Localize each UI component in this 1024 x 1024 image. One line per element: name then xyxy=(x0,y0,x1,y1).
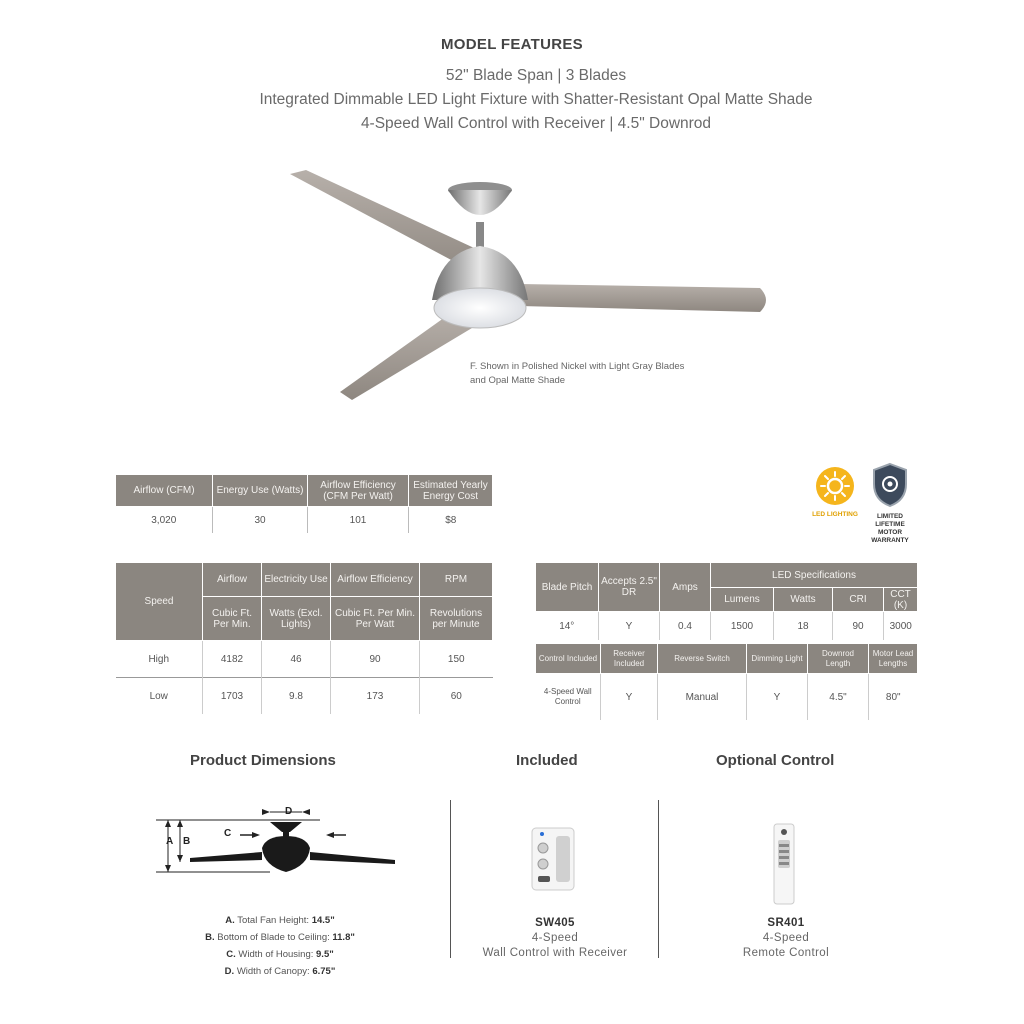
dimension-letter-d: D xyxy=(285,806,293,817)
dimension-letter-b: B xyxy=(183,836,191,847)
included-product-label xyxy=(455,916,655,961)
energy-value-efficiency: 101 xyxy=(308,507,409,534)
electricity-header: Electricity Use xyxy=(262,563,331,597)
included-product-line2: Wall Control with Receiver xyxy=(482,947,628,959)
included-title: Included xyxy=(516,752,578,769)
receiver-included-cell: Y xyxy=(601,674,658,721)
speed-header: Speed xyxy=(116,563,203,641)
efficiency-header: Airflow Efficiency xyxy=(331,563,420,597)
optional-product-code: SR401 xyxy=(767,917,805,929)
fan-canopy xyxy=(448,190,512,215)
cct-header: CCT (K) xyxy=(884,588,918,612)
optional-product-line1: 4-Speed xyxy=(762,932,810,944)
speed-table xyxy=(115,562,493,714)
amps-header: Amps xyxy=(660,563,711,612)
section-divider xyxy=(658,800,659,958)
electricity-cell: 46 xyxy=(262,641,331,678)
lumens-cell: 1500 xyxy=(711,612,774,641)
rpm-cell: 60 xyxy=(420,678,493,715)
accepts-downrod-header: Accepts 2.5" DR xyxy=(599,563,660,612)
list-item: A. Total Fan Height: 14.5" xyxy=(225,915,335,926)
shield-icon xyxy=(871,462,909,508)
watts-header: Watts xyxy=(774,588,833,612)
warranty-badge-label: LIMITED LIFETIME MOTOR WARRANTY xyxy=(871,513,909,544)
list-item: B. Bottom of Blade to Ceiling: 11.8" xyxy=(205,932,355,943)
control-included-header: Control Included xyxy=(536,644,601,674)
wall-control-image xyxy=(530,826,576,892)
page-title: MODEL FEATURES xyxy=(441,36,583,53)
receiver-included-header: Receiver Included xyxy=(601,644,658,674)
control-table xyxy=(535,643,918,720)
led-lighting-badge xyxy=(806,466,864,518)
table-row xyxy=(116,641,493,678)
amps-cell: 0.4 xyxy=(660,612,711,641)
airflow-header: Airflow xyxy=(203,563,262,597)
lumens-header: Lumens xyxy=(711,588,774,612)
fan-light-shade xyxy=(434,288,526,328)
led-specifications-header: LED Specifications xyxy=(711,563,918,588)
table-row xyxy=(536,674,918,721)
list-item: C. Width of Housing: 9.5" xyxy=(226,949,334,960)
reverse-switch-cell: Manual xyxy=(658,674,747,721)
section-divider xyxy=(450,800,451,958)
reverse-switch-header: Reverse Switch xyxy=(658,644,747,674)
energy-value-cost: $8 xyxy=(445,514,457,526)
airflow-cell: 4182 xyxy=(203,641,262,678)
control-included-cell: 4-Speed Wall Control xyxy=(536,674,601,721)
cri-cell: 90 xyxy=(833,612,884,641)
cri-header: CRI xyxy=(833,588,884,612)
motor-lead-header: Motor Lead Lengths xyxy=(869,644,918,674)
included-product-code: SW405 xyxy=(535,917,575,929)
speed-cell: High xyxy=(116,641,203,678)
motor-lead-cell: 80" xyxy=(885,691,901,703)
blade-pitch-cell: 14° xyxy=(536,612,599,641)
table-row xyxy=(536,612,918,641)
downrod-length-header: Downrod Length xyxy=(808,644,869,674)
dimming-light-cell: Y xyxy=(747,674,808,721)
efficiency-subheader: Cubic Ft. Per Min. Per Watt xyxy=(331,597,420,641)
speed-cell: Low xyxy=(116,678,203,715)
led-badge-label: LED LIGHTING xyxy=(812,511,858,518)
rpm-header: RPM xyxy=(420,563,493,597)
image-caption: F. Shown in Polished Nickel with Light Gray Blades and Opal Matte Shade xyxy=(470,361,685,386)
dimming-light-header: Dimming Light xyxy=(747,644,808,674)
energy-header-watts: Energy Use (Watts) xyxy=(213,475,308,507)
dimension-list xyxy=(120,912,440,980)
dimension-letter-a: A xyxy=(166,836,174,847)
feature-line-3: 4-Speed Wall Control with Receiver | 4.5" Downrod xyxy=(360,115,712,132)
airflow-cell: 1703 xyxy=(203,678,262,715)
sun-icon xyxy=(815,466,855,506)
energy-table xyxy=(115,474,493,533)
rpm-cell: 150 xyxy=(420,641,493,678)
list-item: D. Width of Canopy: 6.75" xyxy=(224,966,336,977)
energy-header-cost: Estimated Yearly Energy Cost xyxy=(409,475,493,507)
dimensions-title: Product Dimensions xyxy=(190,752,336,769)
efficiency-cell: 173 xyxy=(331,678,420,715)
watts-cell: 18 xyxy=(774,612,833,641)
fan-blade xyxy=(520,284,766,312)
airflow-subheader: Cubic Ft. Per Min. xyxy=(203,597,262,641)
spec-table xyxy=(535,562,918,640)
optional-product-label xyxy=(686,916,886,961)
electricity-subheader: Watts (Excl. Lights) xyxy=(262,597,331,641)
feature-line-1: 52" Blade Span | 3 Blades xyxy=(445,67,627,84)
downrod-length-cell: 4.5" xyxy=(808,674,869,721)
efficiency-cell: 90 xyxy=(331,641,420,678)
energy-value-watts: 30 xyxy=(213,507,308,534)
cct-cell: 3000 xyxy=(889,620,912,632)
fan-downrod xyxy=(476,222,484,248)
feature-line-2: Integrated Dimmable LED Light Fixture with Shatter-Resistant Opal Matte Shade xyxy=(259,91,813,108)
dimension-letter-c: C xyxy=(224,828,232,839)
energy-header-airflow: Airflow (CFM) xyxy=(116,475,213,507)
table-row xyxy=(116,678,493,715)
optional-control-title: Optional Control xyxy=(716,752,835,769)
energy-header-efficiency: Airflow Efficiency (CFM Per Watt) xyxy=(308,475,409,507)
warranty-badge xyxy=(864,462,916,545)
electricity-cell: 9.8 xyxy=(262,678,331,715)
accepts-cell: Y xyxy=(599,612,660,641)
energy-value-airflow: 3,020 xyxy=(116,507,213,534)
rpm-subheader: Revolutions per Minute xyxy=(420,597,493,641)
included-product-line1: 4-Speed xyxy=(531,932,579,944)
optional-product-line2: Remote Control xyxy=(742,947,830,959)
remote-control-image xyxy=(772,822,796,906)
blade-pitch-header: Blade Pitch xyxy=(536,563,599,612)
